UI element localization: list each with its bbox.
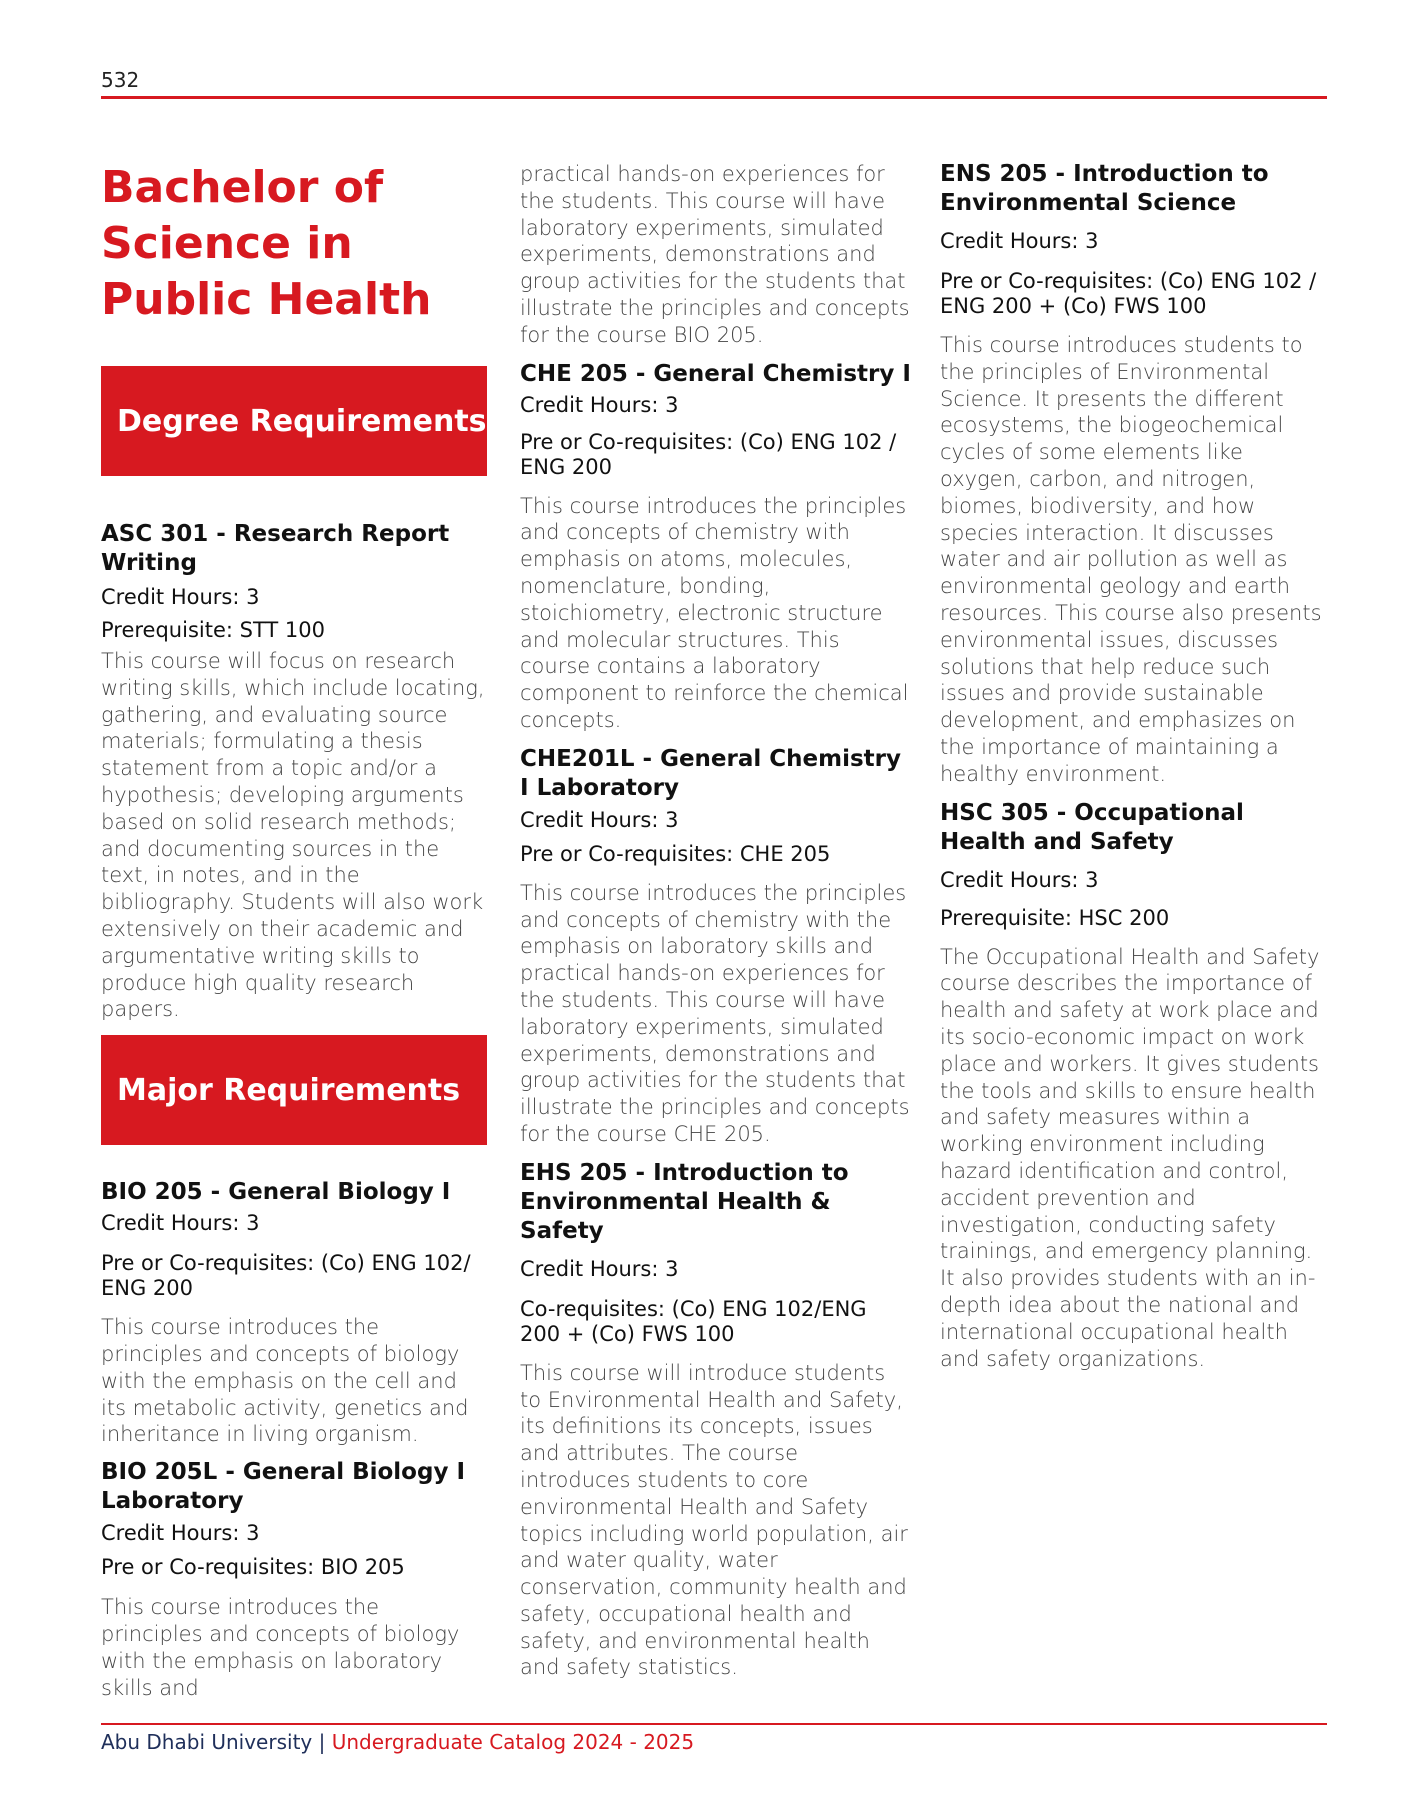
section-banner-major-requirements: Major Requirements [101,1035,487,1145]
course-description: This course will focus on research writing skills, which include locating, gathering, and evaluating source materials; formulating a thesis statement from a topic and/or a hypothesis; developing arguments based on solid research methods; and documenting sources in the text, in notes, and in the bibliography. Students will also work extensively on their academic and argumentative writing skills to produce high quality research papers. [101,649,485,1022]
course-description: This course will introduce students to Environmental Health and Safety, its definitions its concepts, issues and attributes. The course introduces students to core environmental Health and Safety topics including world population, air and water quality, water conservation, community health and safety, occupational health and safety, and environmental health and safety statistics. [520,1360,908,1680]
section-banner-degree-requirements: Degree Requirements [101,366,487,476]
course-che201l [520,745,912,1148]
credit-hours: Credit Hours: 3 [101,1521,260,1546]
page-title: Bachelor of Science in Public Health [101,162,432,325]
requisites: Prerequisite: STT 100 [101,618,326,642]
credit-hours: Credit Hours: 3 [520,1256,679,1281]
course-ens205 [940,160,1328,788]
requisites: Prerequisite: HSC 200 [940,905,1170,930]
requisites: Pre or Co-requisites: CHE 205 [520,841,831,866]
course-description-continued: practical hands-on experiences for the students. This course will have laboratory experiments, simulated experiments, demonstrations and group activities for the students that illustrate the principles and concepts for the course BIO 205. [520,162,910,347]
requisites: Co-requisites: (Co) ENG 102/ENG 200 + (Co) FWS 100 [520,1296,867,1346]
credit-hours: Credit Hours: 3 [101,1211,260,1236]
course-title: EHS 205 - Introduction to Environmental Health & Safety [520,1159,849,1244]
course-title: BIO 205 - General Biology I [101,1179,451,1206]
course-hsc305 [940,799,1328,1373]
course-title: HSC 305 - Occupational Health and Safety [940,799,1244,855]
column-middle [520,161,912,1681]
credit-hours: Credit Hours: 3 [520,807,679,832]
footer-university: Abu Dhabi University [101,1730,313,1754]
course-title: ASC 301 - Research Report Writing [101,521,450,576]
footer-separator: | [318,1730,326,1754]
credit-hours: Credit Hours: 3 [520,392,679,417]
course-description: This course introduces the principles and concepts of chemistry with emphasis on atoms, molecules, nomenclature, bonding, stoichiometry, electronic structure and molecular structures. This course contains a laboratory component to reinforce the chemical concepts. [520,493,909,732]
course-title: ENS 205 - Introduction to Environmental Science [940,161,1269,216]
requisites: Pre or Co-requisites: (Co) ENG 102 / ENG 200 [520,429,897,479]
course-title: CHE201L - General Chemistry I Laboratory [520,745,901,801]
course-description: The Occupational Health and Safety course describes the importance of health and safety at work place and its socio-economic impact on work place and workers. It gives students the tools and skills to ensure health and safety measures within a working environment including hazard identification and control, accident prevention and investigation, conducting safety trainings, and emergency planning. It also provides students with an in-depth idea about the national and international occupational health and safety organizations. [940,944,1320,1371]
course-asc301 [101,520,487,1023]
footer [101,1730,694,1754]
column-left [101,160,487,1701]
requisites: Pre or Co-requisites: BIO 205 [101,1555,405,1580]
course-ehs205 [520,1159,912,1682]
footer-divider [101,1723,1327,1725]
course-description: This course introduces the principles and concepts of chemistry with the emphasis on laboratory skills and practical hands-on experiences for the students. This course will have laboratory experiments, simulated experiments, demonstrations and group activities for the students that illustrate the principles and concepts for the course CHE 205. [520,880,910,1146]
course-bio205 [101,1178,487,1448]
column-right [940,160,1328,1372]
course-bio205l [101,1458,487,1701]
course-description: This course introduces students to the principles of Environmental Science. It presents the different ecosystems, the biogeochemical cycles of some elements like oxygen, carbon, and nitrogen, biomes, biodiversity, and how species interaction. It discusses water and air pollution as well as environmental geology and earth resources. This course also presents environmental issues, discusses solutions that help reduce such issues and provide sustainable development, and emphasizes on the importance of maintaining a healthy environment. [940,333,1322,786]
course-che205 [520,360,912,734]
header-divider [101,96,1327,99]
requisites: Pre or Co-requisites: (Co) ENG 102 / ENG 200 + (Co) FWS 100 [940,269,1317,318]
course-description: This course introduces the principles and concepts of biology with the emphasis on laboratory skills and [101,1595,460,1700]
requisites: Pre or Co-requisites: (Co) ENG 102/ ENG 200 [101,1251,471,1301]
course-title: BIO 205L - General Biology I Laboratory [101,1459,466,1515]
page-number: 532 [101,68,140,92]
credit-hours: Credit Hours: 3 [940,229,1099,253]
footer-catalog: Undergraduate Catalog 2024 - 2025 [331,1730,695,1754]
credit-hours: Credit Hours: 3 [101,585,260,609]
course-description: This course introduces the principles and concepts of biology with the emphasis on the cell and its metabolic activity, genetics and inheritance in living organism. [101,1315,469,1447]
credit-hours: Credit Hours: 3 [940,867,1099,892]
course-title: CHE 205 - General Chemistry I [520,360,911,387]
